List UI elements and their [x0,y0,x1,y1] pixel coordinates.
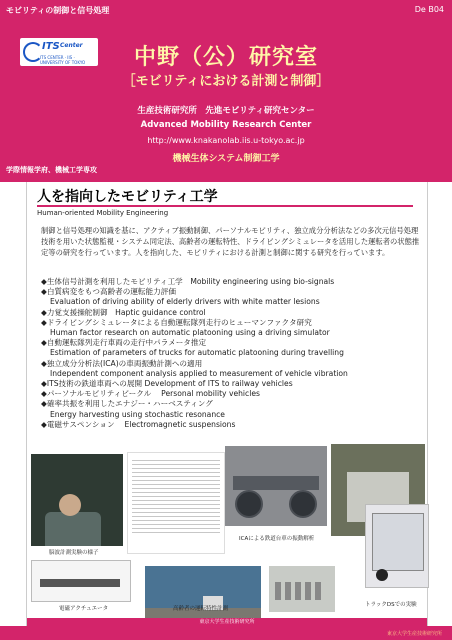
topic-item-en: Estimation of parameters of trucks for automatic platooning during travelling [50,348,344,358]
wheel-icon [376,569,388,581]
lab-title: 中野（公）研究室 [133,45,318,70]
wheel-icon [235,490,263,518]
topic-item: ◆ パーソナルモビリティビークル Personal mobility vehicles [41,389,421,399]
poster-code: De B04 [414,5,444,14]
lab-field: 機械生体システム制御工学 [172,154,280,164]
research-topic-list [41,277,421,430]
topic-item: ◆ 生体信号計測を利用したモビリティ工学 Mobility engineering using bio-signals [41,277,421,287]
footer-note: 東京大学生産技術研究所 [386,631,442,637]
topic-item-en: Human factor research on automatic platooning using a driving simulator [50,328,330,338]
topic-item: ◆ 電磁サスペンション Electromagnetic suspensions [41,420,421,430]
panel-footer: 東京大学生産技術研究所 [27,618,427,626]
lab-subtitle: ［モビリティにおける計測と制御］ [122,74,330,89]
eeg-experiment-photo [31,454,123,546]
section-divider [37,205,413,207]
institute-jp: 生産技術研究所 先進モビリティ研究センター [137,106,315,116]
topic-item-en: Energy harvesting using stochastic resonance [50,409,225,419]
topic-item: ◆ 自動運転隊列走行車両の走行中パラメータ推定 [41,338,421,348]
topic-item-en: Independent component analysis applied to measurement of vehicle vibration [50,368,348,378]
em-actuator-photo [31,560,131,602]
caption-elderly: 高齢者の運転特性計測 [173,606,229,612]
railway-bogie-photo [225,446,327,526]
scan-text-lines [132,457,220,533]
truck-cab [372,513,424,571]
caption-eeg: 脳波計測実験の様子 [49,550,99,556]
caption-ica: ICAによる鉄道台車の振動解析 [239,536,315,542]
actuator-shaft [40,579,120,587]
logo-center-text: Center [60,42,83,49]
section-title-en: Human-oriented Mobility Engineering [37,209,169,217]
lab-url-link[interactable]: http://www.knakanolab.iis.u-tokyo.ac.jp [147,136,305,145]
caption-truck-ds: トラックDSでの実験 [365,602,417,608]
topic-item: ◆ 白質病変をもつ高齢者の運転能力評価 [41,287,421,297]
top-bar [0,0,452,20]
topic-item: ◆ ITS技術の鉄道車両への展開 Development of ITS to railway vehicles [41,379,421,389]
topic-item: ◆ 独立成分分析法(ICA)の車両振動計測への適用 [41,359,421,369]
document-scan-photo [127,452,225,554]
topic-item: ◆ ドライビングシミュレータによる自動運転隊列走行のヒューマンファクタ研究 [41,318,421,328]
content-panel [26,182,428,626]
logo-its-text: ITS [42,41,60,52]
topic-item: ◆ 力覚支援操舵制御 Haptic guidance control [41,308,421,318]
section-title: 人を指向したモビリティ工学 [37,189,218,205]
truck-ds-photo [365,504,429,588]
department-label: 学際情報学府、機械工学専攻 [6,166,97,174]
topic-item: ◆ 確率共振を利用したエナジー・ハーベスティング [41,399,421,409]
photo-person [59,494,81,516]
photo-seat [45,512,101,546]
wheel-icon [289,490,317,518]
category-label: モビリティの制御と信号処理 [6,6,110,15]
topic-item-en: Evaluation of driving ability of elderly drivers with white matter lesions [50,297,320,307]
footer-strip [0,626,452,640]
caption-actuator: 電磁アクチュエータ [59,606,109,612]
track-rails [275,582,325,600]
institute-en: Advanced Mobility Research Center [140,120,312,130]
bogie-frame [233,476,319,490]
intro-paragraph: 制御と信号処理の知識を基に、アクティブ振動制御、パーソナルモビリティ、独立成分分析法などの多次元信号処理技術を用いた状態監視・システム同定法、高齢者の運転特性、ドライビングシミュレータを活用した運転者の状態推定等の研究を行っています。人を指向した、モビリティにおける計測と制御に関する研究を行っています。 [41,226,420,257]
track-photo [269,566,335,612]
logo-sub-text: ITS CENTER · IIS · UNIVERSITY OF TOKYO [40,55,86,65]
